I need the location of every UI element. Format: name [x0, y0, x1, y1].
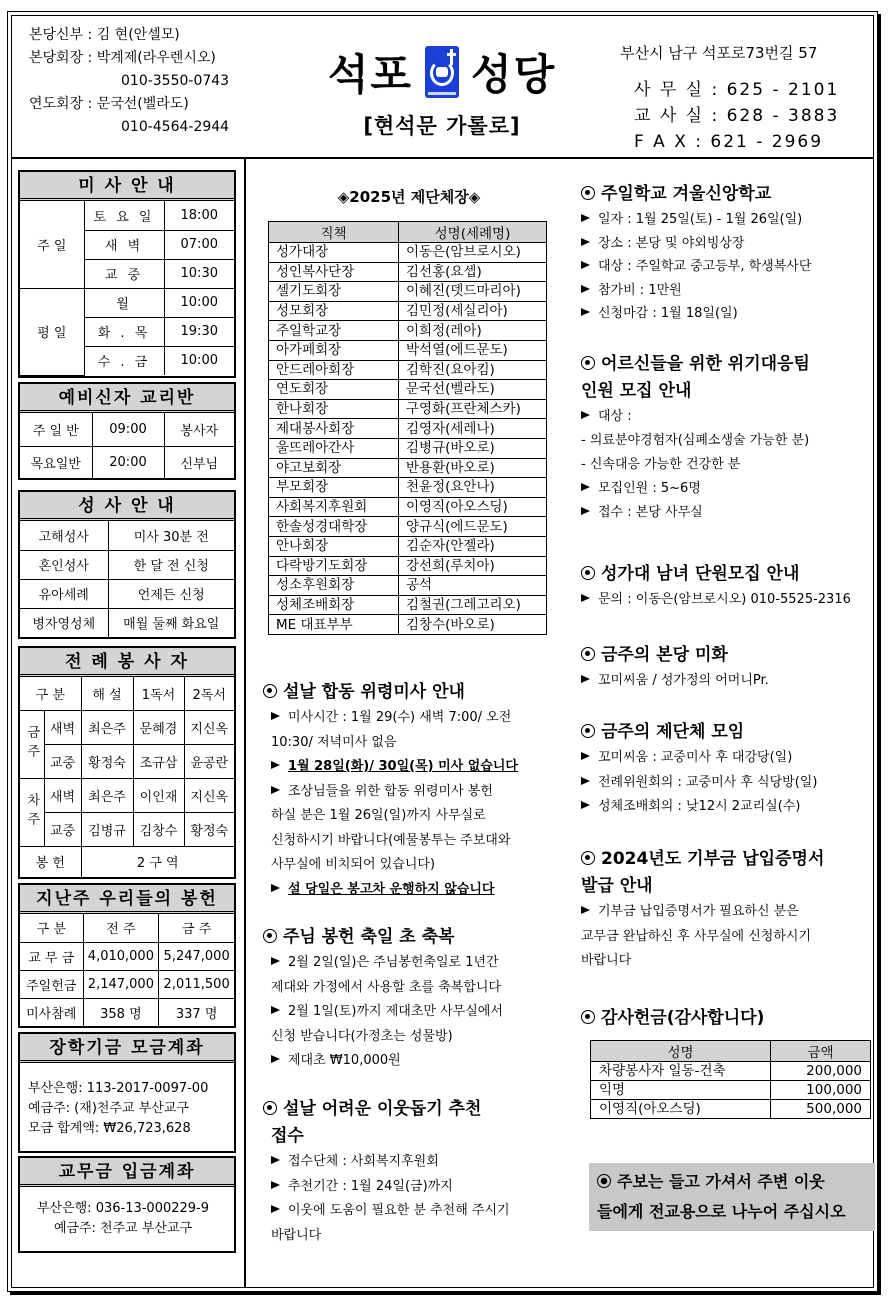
ministry-phone: 010-4564-2944 [121, 119, 230, 135]
class-name: 목요일반 [20, 446, 92, 478]
offering-type: 주일헌금 [20, 970, 83, 998]
leader-row [269, 615, 547, 635]
mass-slot: 새벽 [44, 778, 81, 812]
mass-time: 10:00 [164, 288, 234, 317]
arrow-icon [271, 1181, 280, 1189]
leader-row [269, 517, 547, 537]
position: 한나회장 [269, 399, 399, 419]
leader-row [269, 595, 547, 615]
winter-school-section [581, 181, 871, 326]
class-name: 주 일 반 [20, 413, 92, 446]
position: 셀기도회장 [269, 282, 399, 302]
column-header: 금액 [771, 1041, 871, 1062]
leader-row [269, 536, 547, 556]
sacrament-name: 혼인성사 [20, 550, 108, 579]
body-line: 기부금 납입증명서가 필요하신 분은 [598, 904, 799, 919]
memorial-mass-section [256, 679, 562, 902]
group-label: 주 일 [20, 201, 84, 288]
catechism-phone: 교 사 실 : 628 - 3883 [634, 106, 840, 126]
arrow-icon [581, 507, 590, 515]
catechumen-table [20, 413, 234, 478]
class-teacher: 봉사자 [164, 413, 234, 446]
arrow-icon [271, 884, 280, 892]
bullet-icon [581, 1010, 595, 1024]
dues-details [20, 1187, 234, 1251]
body-line: 성체조배회의 : 낮12시 2교리실(수) [598, 799, 801, 814]
leader-row [269, 301, 547, 321]
second-reader: 지신옥 [184, 710, 234, 744]
leader-name: 김철권(그레고리오) [399, 595, 547, 615]
scholarship-account-box [18, 1032, 236, 1153]
arrow-icon [581, 483, 590, 491]
arrow-icon [271, 761, 280, 769]
body-line: 접수단체 : 사회복지후원회 [288, 1154, 439, 1169]
second-reader: 지신옥 [184, 778, 234, 812]
column-header: 전 주 [83, 914, 159, 942]
sacrament-info: 한 달 전 신청 [108, 550, 234, 579]
body-line: 문의 : 이동은(암브로시오) 010-5525-2316 [598, 592, 851, 607]
leader-name: 천윤정(요안나) [399, 478, 547, 498]
bullet-icon [581, 851, 595, 865]
middle-column [256, 159, 562, 1243]
mass-day: 교 중 [84, 259, 164, 288]
office-phone: 사 무 실 : 625 - 2101 [634, 80, 840, 100]
scholarship-details [20, 1063, 234, 1151]
bullet-icon [263, 929, 277, 943]
column-header: 1독서 [133, 677, 184, 710]
section-title: 주일학교 겨울신앙학교 [601, 184, 772, 204]
choir-recruit-section [581, 561, 871, 613]
first-reader: 조규삼 [133, 744, 184, 778]
account-holder: 예금주: (재)천주교 부산교구 [28, 1101, 189, 1116]
previous-week-value: 2,147,000 [83, 970, 159, 998]
liturgy-table [20, 677, 234, 877]
sacrament-name: 고해성사 [20, 521, 108, 550]
arrow-icon [271, 786, 280, 794]
notice-line: 주보는 들고 가셔서 주변 이웃 [617, 1172, 825, 1191]
thanksgiving-table [590, 1040, 871, 1119]
leader-name: 강선희(루치아) [399, 556, 547, 576]
arrow-icon [581, 411, 590, 419]
mass-slot: 새벽 [44, 710, 81, 744]
body-line: 모집인원 : 5~6명 [598, 481, 701, 496]
notice-line: 들에게 전교용으로 나누어 주십시오 [597, 1202, 846, 1221]
position: 성인복사단장 [269, 262, 399, 282]
position: 안나회장 [269, 536, 399, 556]
leader-row [269, 556, 547, 576]
offering-label: 봉 헌 [20, 846, 81, 877]
liturgy-servers-box [18, 646, 236, 879]
section-title-cont: 발급 안내 [581, 876, 653, 896]
body-line: 신청하시기 바랍니다(예물봉투는 주보대와 [271, 832, 511, 848]
account-holder: 예금주: 천주교 부산교구 [53, 1221, 193, 1236]
position: 성모회장 [269, 301, 399, 321]
body-line: - 의료분야경험자(심폐소생술 가능한 분) [581, 433, 810, 448]
position: 성소후원회장 [269, 576, 399, 596]
donation-receipt-section [581, 846, 871, 974]
leader-row [269, 380, 547, 400]
commentator: 김병규 [81, 812, 133, 846]
mass-day: 토 요 일 [84, 201, 164, 230]
first-reader: 문혜경 [133, 710, 184, 744]
first-reader: 이인재 [133, 778, 184, 812]
bank-account: 부산은행: 113-2017-0097-00 [28, 1081, 209, 1096]
section-title: 설날 어려운 이웃돕기 추천 [283, 1099, 482, 1119]
arrow-icon [581, 777, 590, 785]
leader-name: 김선홍(요셉) [399, 262, 547, 282]
mass-slot: 교중 [44, 744, 81, 778]
mass-slot: 교중 [44, 812, 81, 846]
leader-name: 이동은(암브로시오) [399, 243, 547, 263]
sacrament-info: 미사 30분 전 [108, 521, 234, 550]
body-line: 전례위원회의 : 교중미사 후 식당방(일) [598, 774, 818, 790]
position: 주일학교장 [269, 321, 399, 341]
donor-name: 익명 [591, 1081, 771, 1100]
sacraments-title: 성 사 안 내 [20, 492, 234, 521]
body-line: 꼬미씨움 / 성가정의 어머니Pr. [598, 673, 769, 688]
body-line: 이웃에 도움이 필요한 분 추천해 주시기 [288, 1203, 510, 1218]
donation-amount: 200,000 [771, 1062, 871, 1081]
body-line: 신청마감 : 1월 18일(일) [598, 306, 738, 321]
liturgy-title: 전 례 봉 사 자 [20, 648, 234, 677]
mass-schedule-box [18, 170, 236, 378]
meetings-section [581, 719, 871, 820]
fax-number: F A X : 621 - 2969 [634, 132, 824, 152]
mass-time: 19:30 [164, 317, 234, 346]
leader-row [269, 419, 547, 439]
position: 제대봉사회장 [269, 419, 399, 439]
leader-name: 문국선(벨라도) [399, 380, 547, 400]
donor-name: 차량봉사자 일동-건축 [591, 1062, 771, 1081]
section-title: 2024년도 기부금 납입증명서 [601, 849, 825, 869]
leader-name: 반용환(바오로) [399, 458, 547, 478]
arrow-icon [581, 261, 590, 269]
body-line: 10:30/ 저녁미사 없음 [271, 734, 397, 750]
leader-row [269, 282, 547, 302]
this-week-value: 5,247,000 [159, 942, 234, 970]
column-header: 성명(세례명) [399, 222, 547, 243]
arrow-icon [271, 1055, 280, 1063]
donation-amount: 100,000 [771, 1081, 871, 1100]
sacrament-name: 병자영성체 [20, 608, 108, 637]
body-line: 접수 : 본당 사무실 [598, 505, 703, 520]
section-title: 어르신들을 위한 위기대응팀 [601, 354, 810, 374]
section-title: 설날 합동 위령미사 안내 [283, 682, 465, 702]
title-right: 성당 [471, 50, 557, 99]
column-header: 성명 [591, 1041, 771, 1062]
body-line: 2월 1일(토)까지 제대초만 사무실에서 [288, 1004, 503, 1019]
body-line: 장소 : 본당 및 야외빙상장 [598, 235, 745, 251]
leader-name: 양규식(에드문도) [399, 517, 547, 537]
mass-day: 화 . 목 [84, 317, 164, 346]
commentator: 최은주 [81, 778, 133, 812]
arrow-icon [271, 1006, 280, 1014]
bullet-icon [581, 186, 595, 200]
arrow-icon [581, 285, 590, 293]
body-line: 참가비 : 1만원 [598, 282, 682, 298]
bulletin-header [12, 16, 873, 159]
leader-name: 김민정(세실리아) [399, 301, 547, 321]
contact-info [620, 42, 839, 155]
bullet-icon [581, 356, 595, 370]
sacraments-table [20, 521, 234, 637]
arrow-icon [581, 801, 590, 809]
class-time: 20:00 [92, 446, 164, 478]
arrow-icon [581, 308, 590, 316]
class-time: 09:00 [92, 413, 164, 446]
arrow-icon [581, 594, 590, 602]
week-label: 차주 [20, 778, 44, 846]
leader-name: 김창수(바오로) [399, 615, 547, 635]
arrow-icon [581, 906, 590, 914]
offerings-table [20, 914, 234, 1026]
donation-amount: 500,000 [771, 1100, 871, 1119]
column-header: 해 설 [81, 677, 133, 710]
section-title: 성가대 남녀 단원모집 안내 [601, 564, 800, 584]
body-line: 대상 : 주일학교 중고등부, 학생복사단 [598, 259, 812, 274]
bullet-icon [263, 684, 277, 698]
leader-name: 구영화(프란체스카) [399, 399, 547, 419]
second-reader: 황정숙 [184, 812, 234, 846]
catechumen-box [18, 382, 236, 480]
column-header: 금 주 [159, 914, 234, 942]
second-reader: 윤공란 [184, 744, 234, 778]
previous-week-value: 358 명 [83, 998, 159, 1026]
clergy-info [29, 24, 229, 139]
leader-row [269, 360, 547, 380]
first-reader: 김창수 [133, 812, 184, 846]
bullet-icon [581, 566, 595, 580]
leader-name: 박석열(에드문도) [399, 340, 547, 360]
mass-time: 18:00 [164, 201, 234, 230]
bulletin-inner-frame [11, 15, 874, 1288]
body-line: 조상님들을 위한 합동 위령미사 봉헌 [288, 783, 493, 799]
offering-type: 교 무 금 [20, 942, 83, 970]
commentator: 황정숙 [81, 744, 133, 778]
leader-row [269, 340, 547, 360]
arrow-icon [581, 752, 590, 760]
mass-time: 07:00 [164, 230, 234, 259]
pastor: 본당신부 : 김 현(안셀모) [29, 27, 180, 43]
body-line: 미사시간 : 1월 29(수) 새벽 7:00/ 오전 [288, 710, 512, 725]
group-label: 평 일 [20, 288, 84, 375]
column-header: 직책 [269, 222, 399, 243]
previous-week-value: 4,010,000 [83, 942, 159, 970]
leader-name: 김병규(바오로) [399, 438, 547, 458]
position: 안드레아회장 [269, 360, 399, 380]
this-week-value: 337 명 [159, 998, 234, 1026]
highlight-line: 1월 28일(화)/ 30일(목) 미사 없습니다 [288, 759, 518, 774]
leader-row [269, 458, 547, 478]
leaders-table [268, 221, 547, 635]
body-line: 신청 받습니다(가정초는 성물방) [271, 1028, 453, 1044]
arrow-icon [581, 238, 590, 246]
section-title: 금주의 본당 미화 [601, 645, 728, 665]
arrow-icon [581, 675, 590, 683]
mass-day: 월 [84, 288, 164, 317]
dues-account-box [18, 1156, 236, 1253]
parish-logo-icon [425, 46, 459, 98]
leader-row [269, 478, 547, 498]
position: 울뜨레아간사 [269, 438, 399, 458]
position: 아가페회장 [269, 340, 399, 360]
bulletin-page [7, 11, 878, 1292]
position: 사회복지후원회 [269, 497, 399, 517]
leaders-title: ◈2025년 제단체장◈ [337, 188, 481, 206]
mass-day: 수 . 금 [84, 346, 164, 375]
mass-time: 10:00 [164, 346, 234, 375]
mass-day: 새 벽 [84, 230, 164, 259]
body-line: 바랍니다 [581, 953, 632, 968]
position: 성체조배회장 [269, 595, 399, 615]
bank-account: 부산은행: 036-13-000229-9 [36, 1201, 210, 1216]
section-title: 주님 봉헌 축일 초 축복 [283, 927, 455, 947]
body-line: 추천기간 : 1월 24일(금)까지 [288, 1178, 453, 1194]
position: ME 대표부부 [269, 615, 399, 635]
arrow-icon [271, 957, 280, 965]
leader-name: 이영직(아오스딩) [399, 497, 547, 517]
position: 야고보회장 [269, 458, 399, 478]
column-header: 2독서 [184, 677, 234, 710]
body-line: 제대초 ₩10,000원 [288, 1053, 401, 1068]
section-title-cont: 접수 [271, 1126, 304, 1146]
offering-type: 미사참례 [20, 998, 83, 1026]
commentator: 최은주 [81, 710, 133, 744]
dues-title: 교무금 입금계좌 [20, 1158, 234, 1187]
leader-row [269, 321, 547, 341]
week-label: 금주 [20, 710, 44, 778]
class-teacher: 신부님 [164, 446, 234, 478]
position: 부모회장 [269, 478, 399, 498]
scholarship-title: 장학기금 모금계좌 [20, 1034, 234, 1063]
sacraments-box [18, 490, 236, 639]
arrow-icon [271, 1205, 280, 1213]
bullet-icon [597, 1174, 611, 1188]
column-divider [244, 159, 246, 1287]
position: 성가대장 [269, 243, 399, 263]
chairman-phone: 010-3550-0743 [121, 73, 230, 89]
section-title: 금주의 제단체 모임 [601, 722, 745, 742]
this-week-value: 2,011,500 [159, 970, 234, 998]
leader-row [269, 399, 547, 419]
leader-name: 김영자(세레나) [399, 419, 547, 439]
address: 부산시 남구 석포로73번길 57 [620, 44, 818, 62]
body-line: 제대와 가정에서 사용할 초를 축복합니다 [271, 979, 502, 995]
candle-blessing-section [256, 924, 562, 1074]
column-header: 구 분 [20, 914, 83, 942]
body-line: 사무실에 비치되어 있습니다) [271, 857, 436, 872]
leader-row [269, 576, 547, 596]
body-line: 바랍니다 [271, 1227, 322, 1243]
arrow-icon [271, 712, 280, 720]
position: 한솔성경대학장 [269, 517, 399, 537]
offering-district: 2 구 역 [81, 846, 234, 877]
mass-time: 10:30 [164, 259, 234, 288]
parish-title-block [312, 42, 572, 140]
arrow-icon [581, 214, 590, 222]
column-header: 구 분 [20, 677, 81, 710]
body-line: 하실 분은 1월 26일(일)까지 사무실로 [271, 808, 486, 823]
offerings-box [18, 883, 236, 1028]
position: 연도회장 [269, 380, 399, 400]
body-line: 교무금 완납하신 후 사무실에 신청하시기 [581, 928, 812, 944]
section-title-cont: 인원 모집 안내 [581, 381, 692, 401]
title-left: 석포 [327, 50, 413, 99]
share-bulletin-notice [589, 1163, 875, 1231]
bullet-icon [263, 1101, 277, 1115]
mass-schedule-title: 미 사 안 내 [20, 172, 234, 201]
leader-name: 공석 [399, 576, 547, 596]
leader-name: 이희정(레아) [399, 321, 547, 341]
sacrament-info: 매월 둘째 화요일 [108, 608, 234, 637]
leader-name: 김순자(안젤라) [399, 536, 547, 556]
body-line: - 신속대응 가능한 건강한 분 [581, 457, 741, 472]
fund-total: 모금 합계액: ₩26,723,628 [28, 1121, 191, 1136]
donor-name: 이영직(아오스딩) [591, 1100, 771, 1119]
bullet-icon [581, 647, 595, 661]
leader-row [269, 243, 547, 263]
leader-row [269, 438, 547, 458]
crisis-team-section [581, 351, 871, 525]
neighbor-help-section [256, 1096, 562, 1248]
sacrament-info: 언제든 신청 [108, 579, 234, 608]
leader-name: 이혜진(뎃드마리아) [399, 282, 547, 302]
leader-row [269, 262, 547, 282]
body-line: 꼬미씨움 : 교중미사 후 대강당(일) [598, 750, 793, 765]
parish-chairman: 본당회장 : 박계제(라우렌시오) [29, 50, 216, 66]
ministry-chair: 연도회장 : 문국선(벨라도) [29, 96, 189, 112]
arrow-icon [271, 1156, 280, 1164]
thanksgiving-section [581, 1005, 871, 1119]
body-line: 대상 : [598, 409, 632, 424]
leader-name: 김학진(요아킴) [399, 360, 547, 380]
leader-row [269, 497, 547, 517]
highlight-line: 설 당일은 봉고차 운행하지 않습니다 [288, 881, 495, 897]
offerings-title: 지난주 우리들의 봉헌 [20, 885, 234, 914]
body-line: 일자 : 1월 25일(토) - 1월 26일(일) [598, 212, 803, 227]
decoration-section [581, 642, 871, 694]
patron-subtitle: [현석문 가롤로] [363, 114, 521, 138]
catechumen-title: 예비신자 교리반 [20, 384, 234, 413]
section-title: 감사헌금(감사합니다) [601, 1008, 765, 1028]
bullet-icon [581, 724, 595, 738]
body-line: 2월 2일(일)은 주님봉헌축일로 1년간 [288, 955, 499, 970]
mass-schedule-table [20, 201, 234, 376]
position: 다락방기도회장 [269, 556, 399, 576]
sacrament-name: 유아세례 [20, 579, 108, 608]
